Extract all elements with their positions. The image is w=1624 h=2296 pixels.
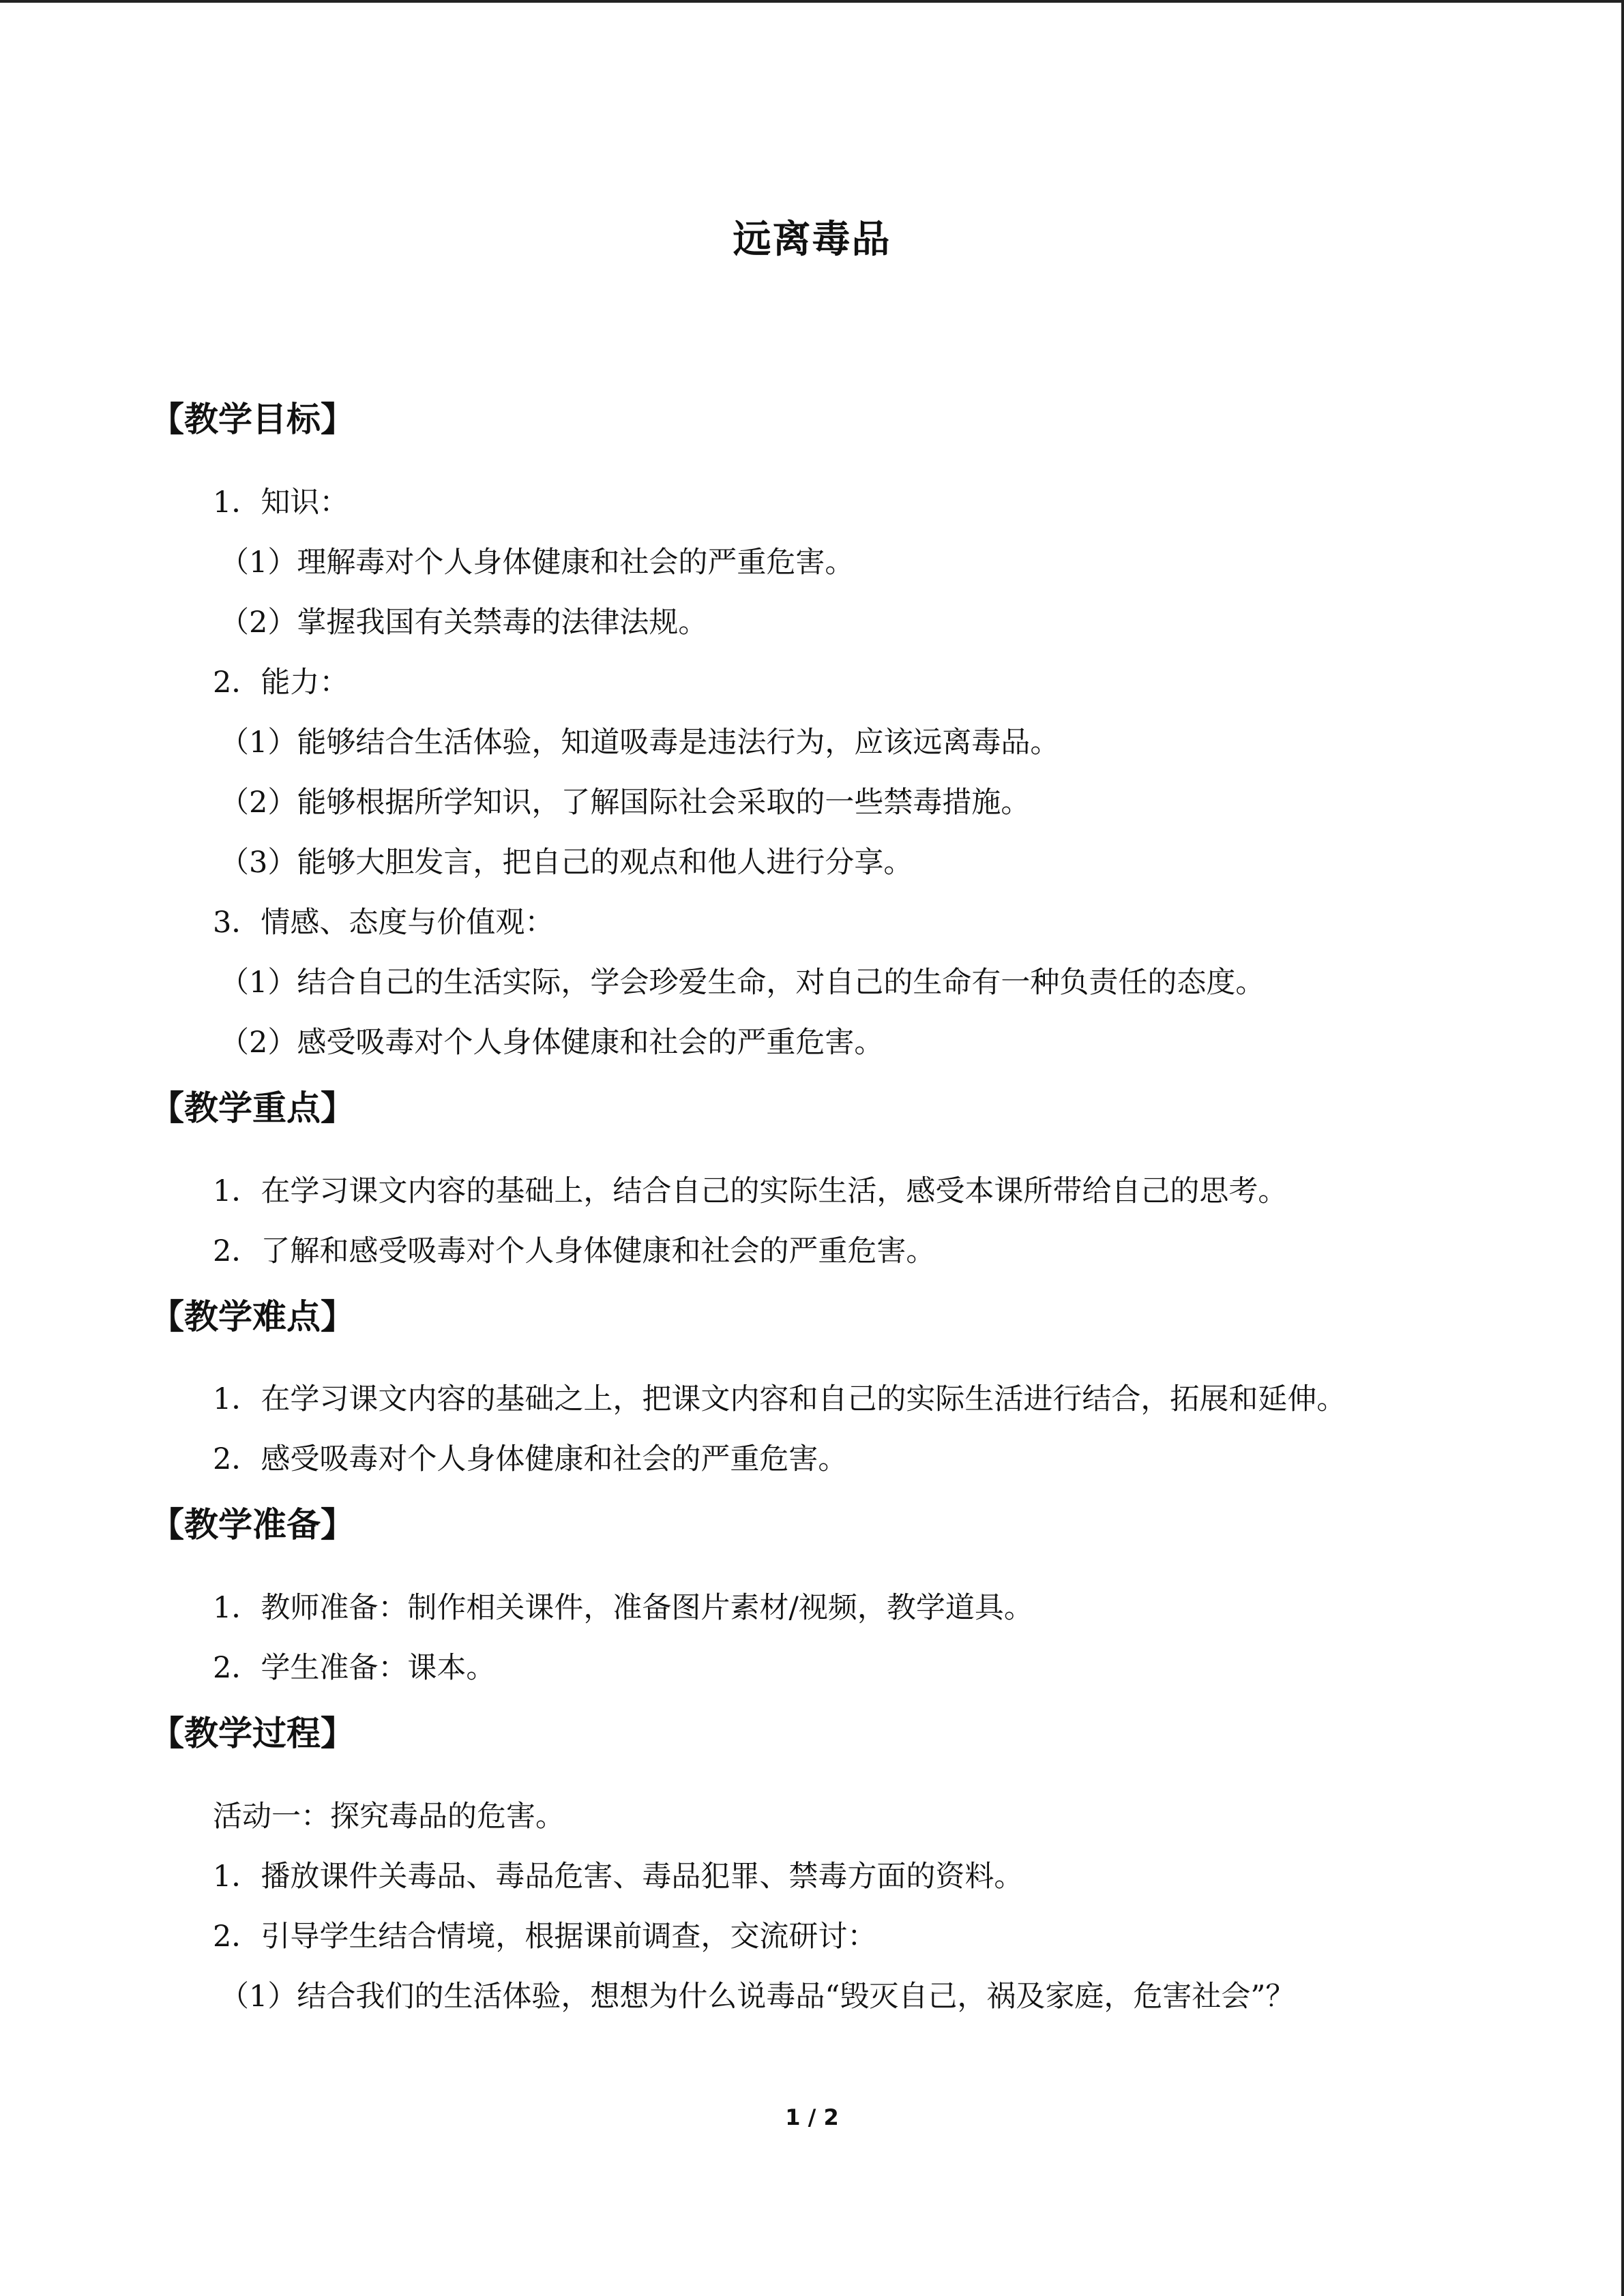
document-title: 远离毒品 bbox=[733, 218, 891, 262]
objective-line: （1）能够结合生活体验，知道吸毒是违法行为，应该远离毒品。 bbox=[220, 726, 1060, 760]
page-number: 1 / 2 bbox=[785, 2104, 839, 2130]
section-heading-difficulties: 【教学难点】 bbox=[150, 1297, 355, 1337]
process-line: 活动一：探究毒品的危害。 bbox=[213, 1800, 565, 1834]
preparation-line: 2．学生准备：课本。 bbox=[213, 1651, 496, 1685]
objective-line: 3．情感、态度与价值观： bbox=[213, 906, 555, 940]
difficulty-line: 1．在学习课文内容的基础之上，把课文内容和自己的实际生活进行结合，拓展和延伸。 bbox=[213, 1382, 1346, 1416]
objective-line: （1）结合自己的生活实际，学会珍爱生命，对自己的生命有一种负责任的态度。 bbox=[220, 966, 1265, 1000]
process-line: 1．播放课件关毒品、毒品危害、毒品犯罪、禁毒方面的资料。 bbox=[213, 1860, 1024, 1894]
section-heading-objectives: 【教学目标】 bbox=[150, 400, 355, 439]
preparation-line: 1．教师准备：制作相关课件，准备图片素材/视频，教学道具。 bbox=[213, 1591, 1033, 1625]
key-point-line: 2．了解和感受吸毒对个人身体健康和社会的严重危害。 bbox=[213, 1234, 936, 1268]
section-heading-process: 【教学过程】 bbox=[150, 1714, 355, 1753]
objective-line: （2）能够根据所学知识，了解国际社会采取的一些禁毒措施。 bbox=[220, 786, 1031, 820]
objective-line: 2．能力： bbox=[213, 666, 349, 700]
page-border-top bbox=[0, 0, 1624, 3]
objective-line: （3）能够大胆发言，把自己的观点和他人进行分享。 bbox=[220, 846, 913, 880]
objective-line: （1）理解毒对个人身体健康和社会的严重危害。 bbox=[220, 546, 855, 580]
process-line: 2．引导学生结合情境，根据课前调查，交流研讨： bbox=[213, 1920, 877, 1954]
process-line: （1）结合我们的生活体验，想想为什么说毒品“毁灭自己，祸及家庭，危害社会”？ bbox=[220, 1980, 1295, 2014]
objective-line: （2）感受吸毒对个人身体健康和社会的严重危害。 bbox=[220, 1026, 884, 1060]
difficulty-line: 2．感受吸毒对个人身体健康和社会的严重危害。 bbox=[213, 1442, 848, 1476]
section-heading-preparation: 【教学准备】 bbox=[150, 1505, 355, 1545]
key-point-line: 1．在学习课文内容的基础上，结合自己的实际生活，感受本课所带给自己的思考。 bbox=[213, 1174, 1288, 1208]
section-heading-key-points: 【教学重点】 bbox=[150, 1088, 355, 1128]
objective-line: 1．知识： bbox=[213, 486, 349, 520]
page-border-right bbox=[1621, 0, 1624, 2296]
objective-line: （2）掌握我国有关禁毒的法律法规。 bbox=[220, 606, 708, 640]
